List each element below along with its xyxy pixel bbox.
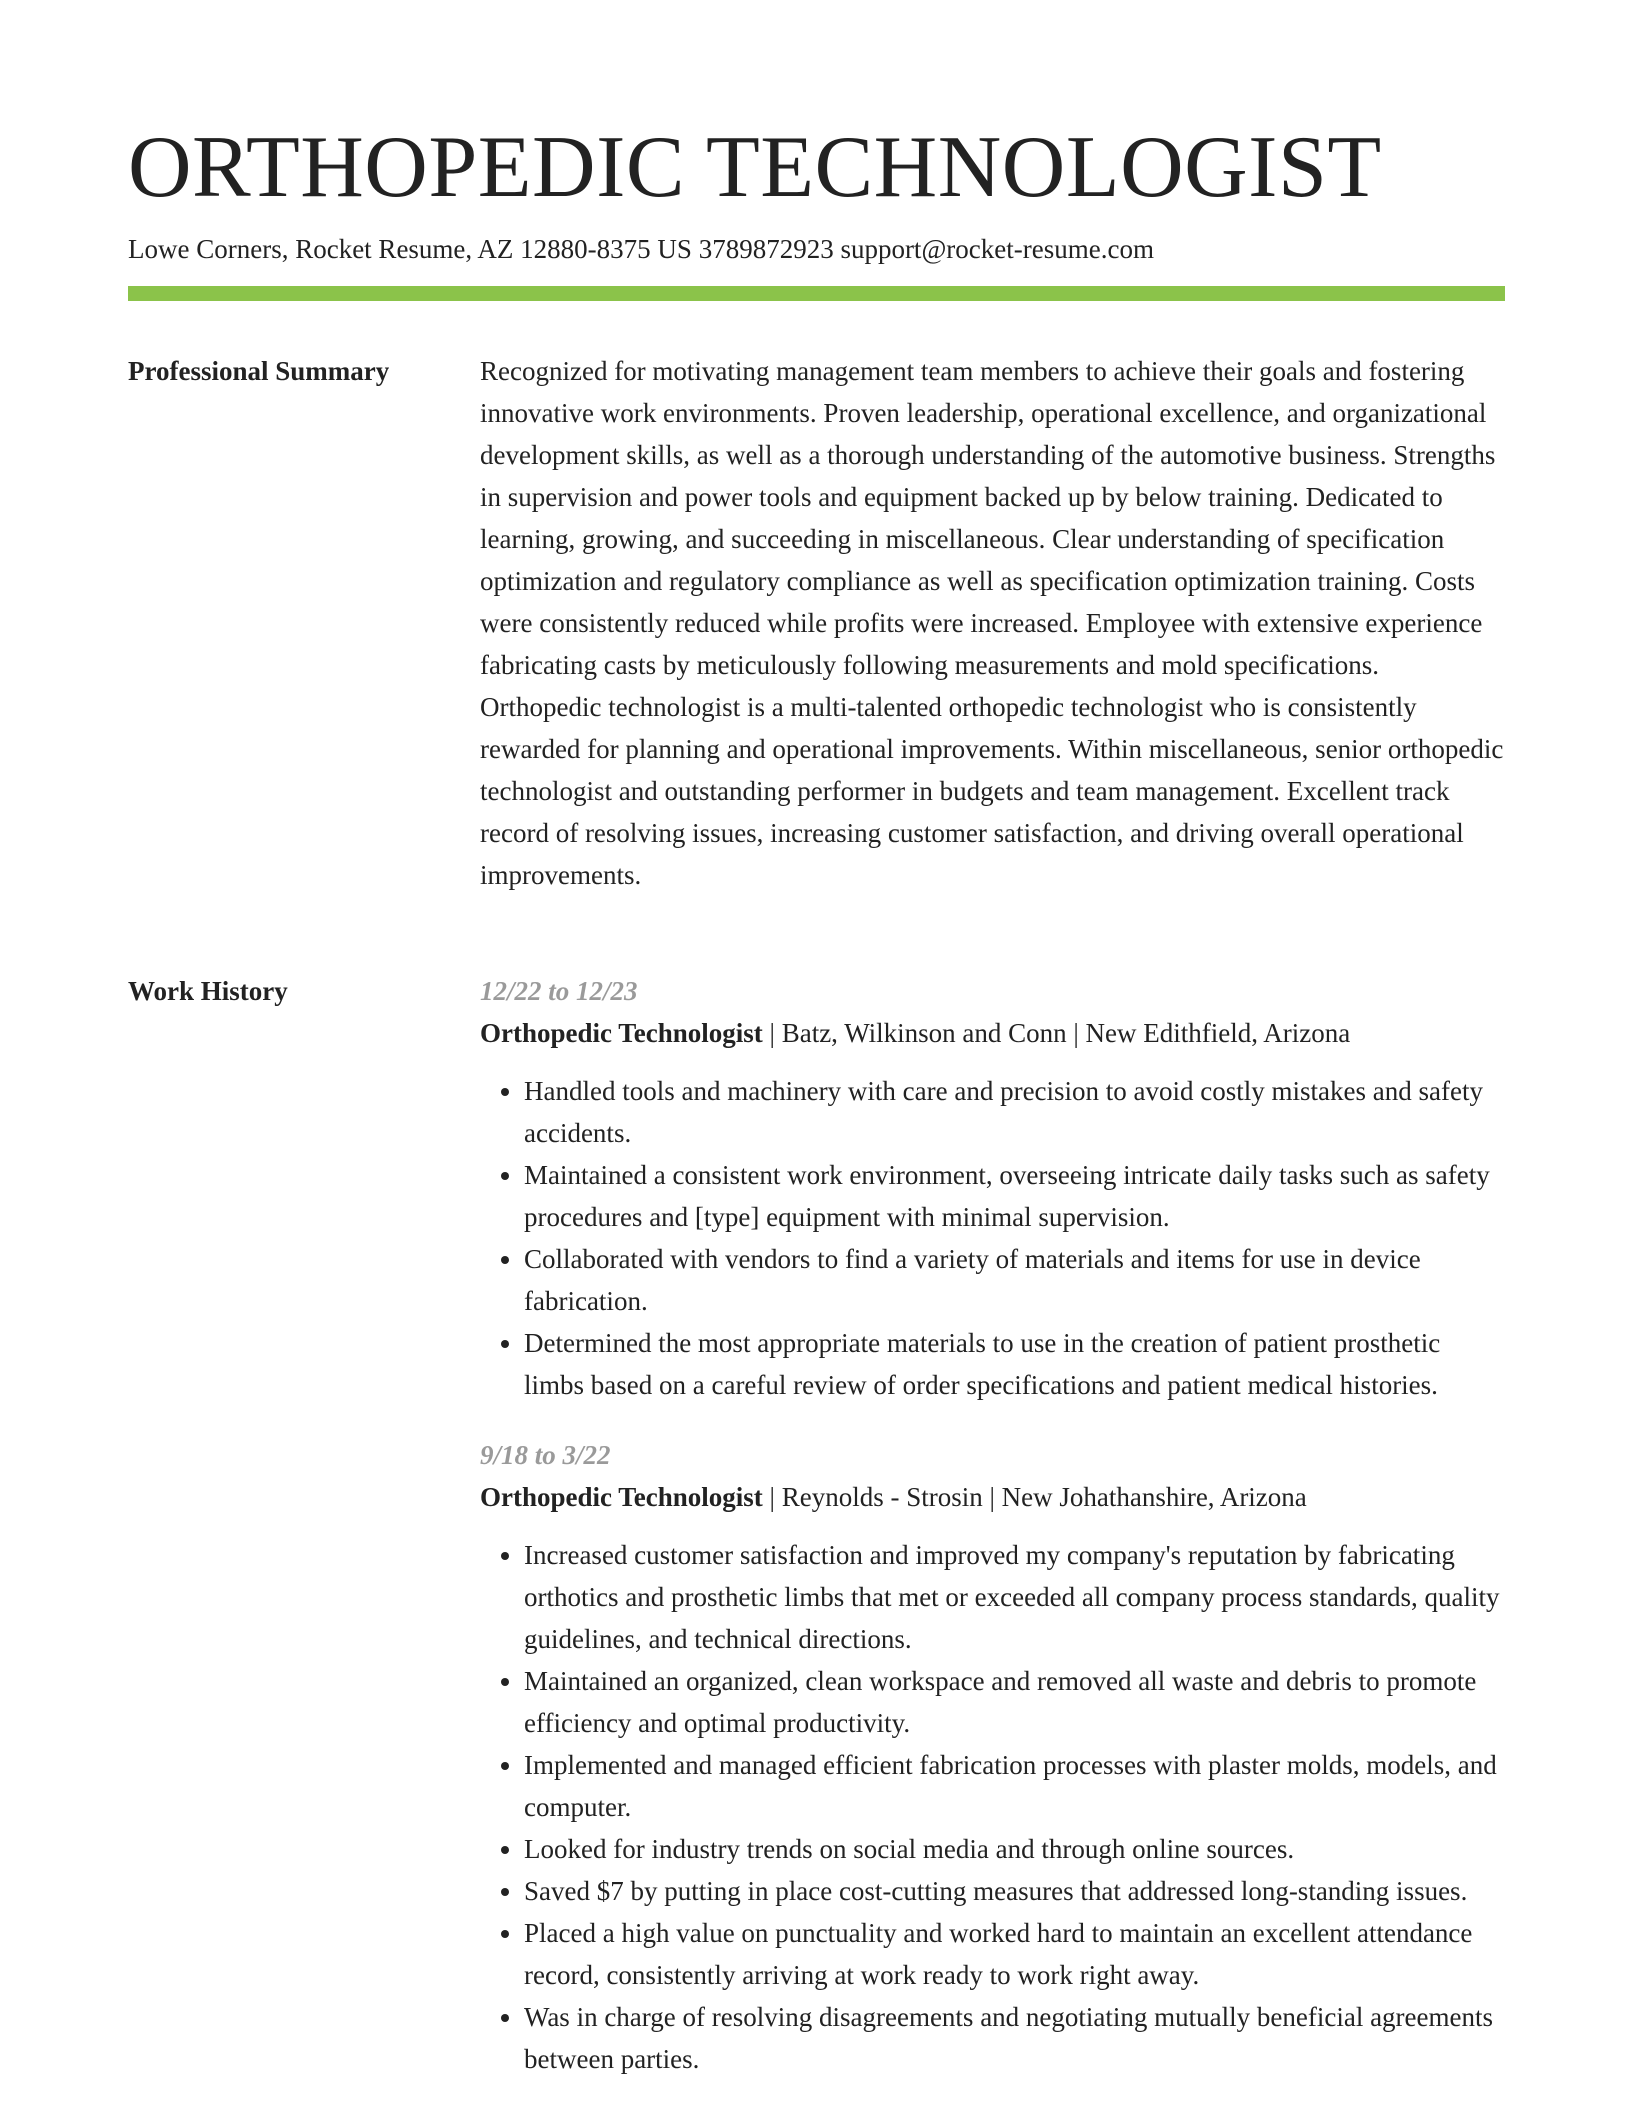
job-dates: 9/18 to 3/22	[480, 1440, 611, 1470]
job-entry	[480, 970, 1505, 1406]
work-history-body	[480, 970, 1505, 2108]
summary-text: Recognized for motivating management team members to achieve their goals and fostering innovative work environments. Proven leadership, operational excellence, and organizational development skills, as well as a thorough understanding of the automotive business. Strengths in supervision and power tools and equipment backed up by below training. Dedicated to learning, growing, and succeeding in miscellaneous. Clear understanding of specification optimization and regulatory compliance as well as specification optimization training. Costs were consistently reduced while profits were increased. Employee with extensive experience fabricating casts by meticulously following measurements and mold specifications. Orthopedic technologist is a multi-talented orthopedic technologist who is consistently rewarded for planning and operational improvements. Within miscellaneous, senior orthopedic technologist and outstanding performer in budgets and team management. Excellent track record of resolving issues, increasing customer satisfaction, and driving overall operational improvements.	[480, 356, 1504, 890]
job-employer-location: | Batz, Wilkinson and Conn | New Edithfield, Arizona	[762, 1018, 1351, 1048]
job-bullet: • Saved $7 by putting in place cost-cutting measures that addressed long-standing issues.	[524, 1870, 1505, 1912]
job-bullet: • Was in charge of resolving disagreements and negotiating mutually beneficial agreements between parties.	[524, 1996, 1505, 2080]
resume-title: ORTHOPEDIC TECHNOLOGIST	[128, 119, 1382, 216]
job-bullet: • Maintained a consistent work environment, overseeing intricate daily tasks such as safety procedures and [type] equipment with minimal supervision.	[524, 1154, 1505, 1238]
job-bullet: • Looked for industry trends on social media and through online sources.	[524, 1828, 1505, 1870]
job-bullet: • Determined the most appropriate materials to use in the creation of patient prosthetic limbs based on a careful review of order specifications and patient medical histories.	[524, 1322, 1505, 1406]
job-bullet: • Placed a high value on punctuality and worked hard to maintain an excellent attendance record, consistently arriving at work ready to work right away.	[524, 1912, 1505, 1996]
job-bullet-list	[480, 1534, 1505, 2080]
contact-phone: 3789872923	[698, 234, 834, 264]
job-entry	[480, 1434, 1505, 2080]
section-label-summary: Professional Summary	[128, 356, 390, 386]
job-dates: 12/22 to 12/23	[480, 976, 638, 1006]
job-employer-location: | Reynolds - Strosin | New Johathanshire, Arizona	[762, 1482, 1307, 1512]
job-bullet-list	[480, 1070, 1505, 1406]
job-bullet: • Implemented and managed efficient fabrication processes with plaster molds, models, and computer.	[524, 1744, 1505, 1828]
job-bullet: • Handled tools and machinery with care and precision to avoid costly mistakes and safety accidents.	[524, 1070, 1505, 1154]
job-bullet: • Collaborated with vendors to find a variety of materials and items for use in device fabrication.	[524, 1238, 1505, 1322]
header-divider	[128, 286, 1505, 301]
job-title: Orthopedic Technologist	[480, 1018, 763, 1048]
job-heading	[480, 1476, 1505, 1518]
job-bullet: • Maintained an organized, clean workspace and removed all waste and debris to promote efficiency and optimal productivity.	[524, 1660, 1505, 1744]
job-heading	[480, 1012, 1505, 1054]
summary-body	[480, 350, 1505, 896]
section-label-work: Work History	[128, 976, 288, 1006]
job-bullet: • Increased customer satisfaction and improved my company's reputation by fabricating orthotics and prosthetic limbs that met or exceeded all company process standards, quality guidelines, and technical directions.	[524, 1534, 1505, 1660]
job-title: Orthopedic Technologist	[480, 1482, 763, 1512]
contact-email: support@rocket-resume.com	[840, 234, 1154, 264]
contact-address: Lowe Corners, Rocket Resume, AZ 12880-8375 US	[128, 234, 692, 264]
contact-line	[128, 230, 1154, 268]
